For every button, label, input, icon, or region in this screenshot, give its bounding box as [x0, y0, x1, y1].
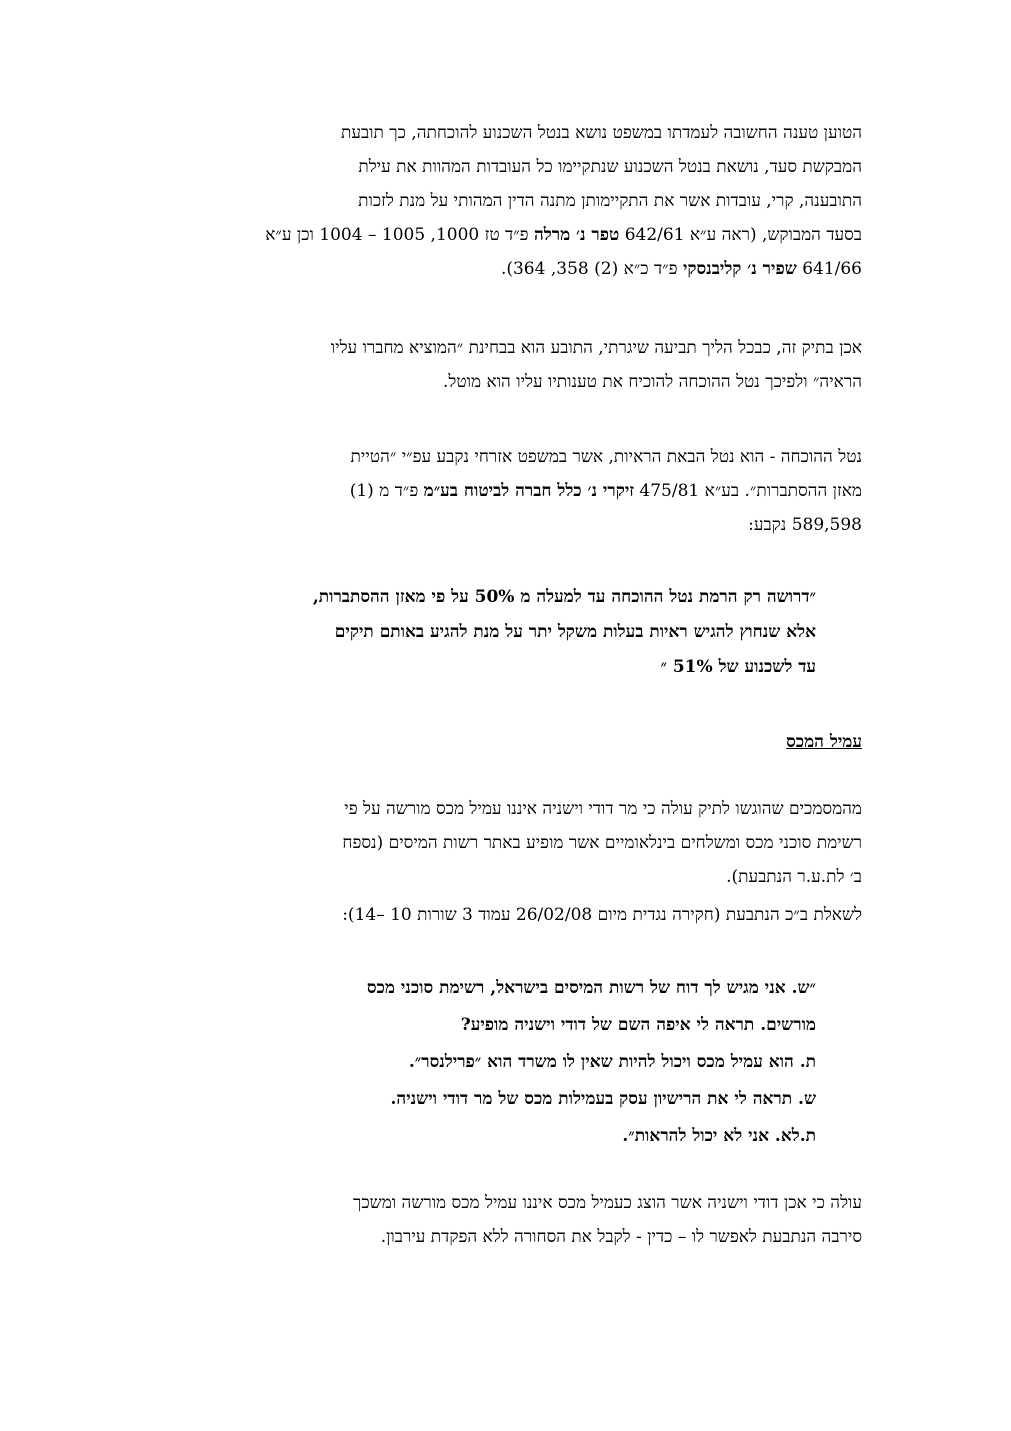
quote-ruling	[154, 580, 816, 685]
paragraph-burden-of-proof	[154, 116, 862, 286]
text-line: ב׳ לת.ע.ר הנתבעת).	[726, 867, 862, 887]
paragraph-balance-of-probabilities	[154, 440, 862, 542]
text-fragment: בסעד המבוקש, (ראה ע״א 642/61	[619, 225, 862, 245]
paragraph-plaintiff-burden	[154, 331, 862, 399]
text-line: הראיה״ ולפיכך נטל ההוכחה להוכיח את טענותיו עליו הוא מוטל.	[443, 372, 862, 392]
paragraph-customs-agent	[154, 792, 862, 894]
text-line: המבקשת סעד, נושאת בנטל השכנוע שנתקיימו כל העובדות המהוות את עילת	[358, 157, 862, 177]
quote-line: ת.לא. אני לא יכול להראות״.	[622, 1126, 816, 1146]
quote-line: עד לשכנוע של 51% ״	[660, 657, 816, 677]
text-line: עולה כי אכן דודי וישניה אשר הוצג כעמיל מכס איננו עמיל מכס מורשה ומשכך	[353, 1193, 862, 1213]
paragraph-conclusion	[154, 1186, 862, 1254]
text-line	[154, 252, 862, 286]
text-line: מהמסמכים שהוגשו לתיק עולה כי מר דודי וישניה איננו עמיל מכס מורשה על פי	[344, 799, 862, 819]
quote-line: ש. תראה לי את הרישיון עסק בעמילות מכס של מר דודי וישניה.	[390, 1089, 816, 1109]
text-line: רשימת סוכני מכס ומשלחים בינלאומיים אשר מופיע באתר רשות המיסים (נספח	[342, 833, 862, 853]
text-line: אכן בתיק זה, כבכל הליך תביעה שיגרתי, התובע הוא בבחינת ״המוציא מחברו עליו	[330, 338, 862, 358]
quote-line: מורשים. תראה לי איפה השם של דודי וישניה מופיע?	[460, 1015, 816, 1035]
text-line: הטוען טענה החשובה לעמדתו במשפט נושא בנטל השכנוע להוכחתה, כך תובעת	[340, 123, 862, 143]
case-name-bold: שפיר נ׳ קליבנסקי	[682, 259, 797, 279]
quote-line: ״דרושה רק הרמת נטל ההוכחה עד למעלה מ 50% על פי מאזן ההסתברות,	[312, 587, 816, 607]
text-line: התובענה, קרי, עובדות אשר את התקיימותן מתנה הדין המהותי על מנת לזכות	[358, 191, 862, 211]
text-line: נטל ההוכחה - הוא נטל הבאת הראיות, אשר במשפט אזרחי נקבע עפ״י ״הטיית	[350, 447, 862, 467]
quote-line: ת. הוא עמיל מכס ויכול להיות שאין לו משרד הוא ״פרילנסר״.	[408, 1052, 816, 1072]
quote-line: ״ש. אני מגיש לך דוח של רשות המיסים בישראל, רשימת סוכני מכס	[366, 978, 816, 998]
quote-line: אלא שנחוץ להגיש ראיות בעלות משקל יתר על מנת להגיע באותם תיקים	[334, 622, 816, 642]
section-heading: עמיל המכס	[786, 732, 862, 752]
text-line	[154, 474, 862, 508]
case-name-bold: טפר נ׳ מרלה	[533, 225, 620, 245]
text-line	[154, 218, 862, 252]
text-fragment: 641/66	[796, 259, 862, 279]
text-fragment: פ״ד מ (1)	[349, 481, 424, 501]
text-fragment: פ״ד טז 1000, 1005 – 1004 וכן ע״א	[265, 225, 534, 245]
case-name-bold: זיקרי נ׳ כלל חברה לביטוח בע״מ	[423, 481, 635, 501]
text-line: סירבה הנתבעת לאפשר לו – כדין - לקבל את הסחורה ללא הפקדת עירבון.	[380, 1227, 862, 1247]
quote-testimony	[154, 970, 816, 1155]
text-line: 589,598 נקבע:	[748, 515, 862, 535]
paragraph-cross-examination-intro: לשאלת ב״כ הנתבעת (חקירה נגדית מיום 26/02/08 עמוד 3 שורות 10 –14):	[342, 905, 862, 925]
text-fragment: מאזן ההסתברות״. בע״א 475/81	[634, 481, 862, 501]
text-fragment: פ״ד כ״א (2) 358, 364).	[500, 259, 683, 279]
